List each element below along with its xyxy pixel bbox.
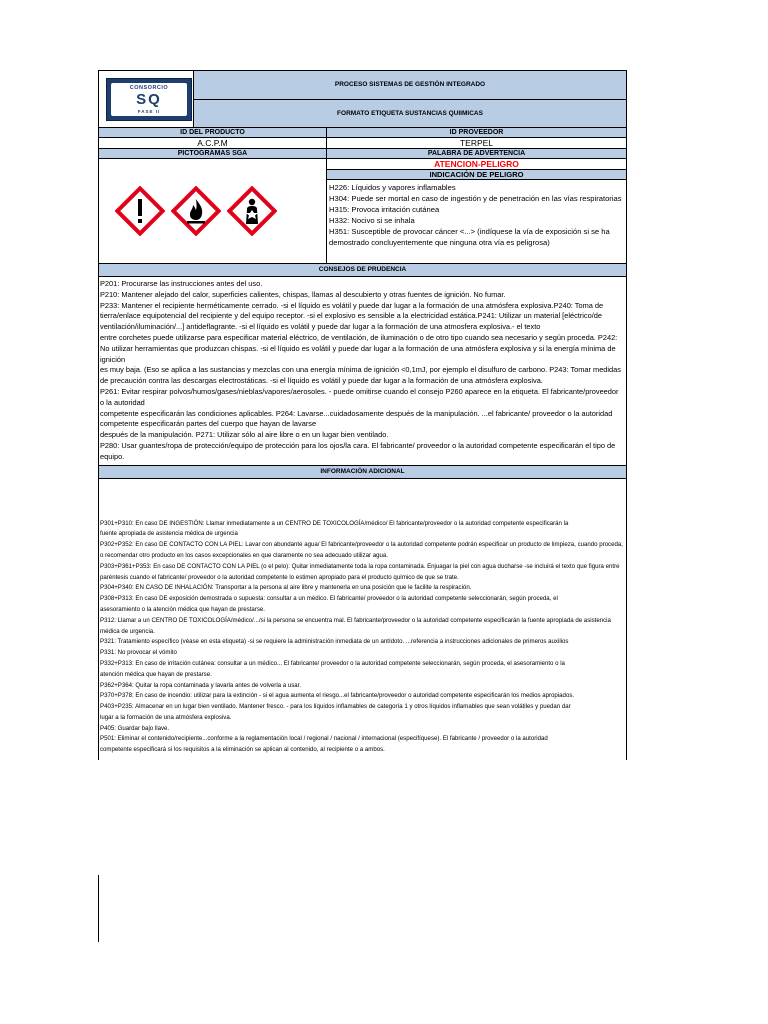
logo-text-top: CONSORCIO: [129, 85, 169, 91]
label-form: [98, 70, 627, 760]
additional-line: P405: Guardar bajo llave.: [100, 724, 170, 732]
prudence-statements: [99, 277, 627, 466]
process-title: PROCESO SISTEMAS DE GESTIÒN INTEGRADO: [194, 71, 627, 100]
company-logo: [106, 78, 192, 121]
prudence-line: entre corchetes puede utilizarse para especificar material eléctrico, de ventilación, de iluminación o de otro tipo cuando sea necesario y según proceda. P242: No utilizar herramientas que produzcan chispas. -si el líquido es volátil y puede dar lugar a la formación de una atmósfera explosiva y si la energía mínima de ignición: [100, 332, 618, 364]
prudence-line: competente especificarán las condiciones aplicables. P264: Lavarse...cuidadosamente después de la manipulación. ...el fabricante/ proveedor o la autoridad competente especificarán partes del cuerpo que hayan de lavarse: [100, 408, 613, 429]
additional-line: P370+P378: En caso de incendio: utilizar para la extinción - si el agua aumenta el riesgo...el fabricante/proveedor o autoridad competente especificarán los medios apropiados.: [100, 692, 575, 700]
warning-word-label: PALABRA DE ADVERTENCIA: [327, 149, 627, 159]
supplier-id-label: ID PROVEEDOR: [327, 128, 627, 138]
prudence-line: P280: Usar guantes/ropa de protección/equipo de protección para los ojos/la cara. El fabricante/ proveedor o la autoridad competente especificarán el tipo de equipo.: [100, 440, 616, 461]
additional-line: P321: Tratamiento específico (véase en esta etiqueta) -si se requiere la administración inmediata de un antídoto. ...referencia a instrucciones adicionales de primeros auxilios: [100, 638, 569, 646]
additional-line: P301+P310: En caso DE INGESTIÓN: Llamar inmediatamente a un CENTRO DE TOXICOLOGÍA/médico/ El fabricante/proveedor o la autoridad competente especificarán la: [100, 519, 569, 527]
flame-icon: [171, 186, 221, 236]
additional-line: P362+P364: Quitar la ropa contaminada y lavarla antes de volverla a usar.: [100, 681, 302, 689]
hazard-statements-list: [327, 180, 627, 264]
hazard-statement: H315: Provoca irritación cutánea: [329, 205, 440, 214]
warning-word-value: ATENCION-PELIGRO: [327, 159, 627, 170]
format-title: FORMATO ETIQUETA SUSTANCIAS QUIIMICAS: [194, 99, 627, 128]
logo-text-bottom: FASE II: [137, 109, 161, 114]
product-id-value: A.C.P.M: [99, 138, 327, 149]
prudence-line: después de la manipulación. P271: Utilizar sólo al aire libre o en un lugar bien ventilado.: [100, 430, 389, 440]
hazard-statements-label: INDICACIÓN DE PELIGRO: [327, 170, 627, 180]
additional-line: P304+P340: EN CASO DE INHALACIÓN: Transportar a la persona al aire libre y mantenerla en una posición que le facilite la respiración.: [100, 584, 472, 592]
additional-line: P303+P361+P353: En caso DE CONTACTO CON LA PIEL (o el pelo): Quitar inmediatamente toda la ropa contaminada. Enjuagar la piel con agua ducharse -se incluirá el texto que figura entre paréntesis cuando el fabricante/ proveedor o la autoridad competente lo estimen apropiado para el producto químico de que se trate.: [100, 562, 620, 581]
prudence-line: P201: Procurarse las instrucciones antes del uso.: [100, 279, 263, 288]
prudence-line: es muy baja. (Eso se aplica a las sustancias y mezclas con una energía mínima de ignición <0,1mJ, por ejemplo el disulfuro de carbono. P243: Tomar medidas de precaución contra las descargas electrostáticas. -si el líquido es volátil y puede dar lugar a la formación de una atmósfera explosiva.: [100, 365, 621, 386]
hazard-statement: H226: Líquidos y vapores inflamables: [329, 183, 456, 192]
product-id-label: ID DEL PRODUCTO: [99, 128, 327, 138]
health-hazard-icon: [227, 186, 277, 236]
additional-line: P331: No provocar el vómito: [100, 649, 177, 657]
additional-line: competente especificará si los requisitos a la eliminación se aplican al contenido, al recipiente o a ambos.: [100, 746, 385, 754]
additional-line: asesoramiento o la atención médica que hayan de prestarse.: [100, 605, 265, 613]
additional-line: fuente apropiada de asistencia médica de urgencia: [100, 530, 238, 538]
prudence-line: P261: Evitar respirar polvos/humos/gases/nieblas/vapores/aerosoles. - puede omitirse cuando el consejo P260 aparece en la etiqueta. El fabricante/proveedor o la autoridad: [100, 386, 619, 407]
hazard-statement: H332: Nocivo si se inhala: [329, 216, 415, 225]
logo-text-main: SQ: [136, 91, 162, 108]
hazard-statement: H351: Susceptible de provocar cáncer <...> (indíquese la vía de exposición si se ha demostrado concluyentemente que ninguna otra vía es peligrosa): [329, 227, 610, 247]
additional-line: P501: Eliminar el contenido/recipiente...conforme a la reglamentación local / regional / nacional / internacional (especifíquese). El fabricante / proveedor o la autoridad: [100, 735, 548, 743]
additional-line: P312: Llamar a un CENTRO DE TOXICOLOGÍA/médico/.../si la persona se encuentra mal. El fabricante/proveedor o la autoridad competente especificarán la fuente apropiada de asistencia médica de urgencia.: [100, 616, 611, 635]
pictograms-cell: [99, 159, 327, 264]
additional-line: P302+P352: En caso DE CONTACTO CON LA PIEL: Lavar con abundante agua/ El fabricante/proveedor o la autoridad competente podrán especificar un producto de limpieza, cuando proceda, o recomendar otro producto en los casos excepcionales en que claramente no sea adecuado utilizar agua.: [100, 541, 623, 559]
hazard-statement: H304: Puede ser mortal en caso de ingestión y de penetración en las vías respiratorias: [329, 194, 622, 203]
prudence-line: P233: Mantener el recipiente herméticamente cerrado. -si el líquido es volátil y puede dar lugar a la formación de una atmósfera explosiva.P240: Toma de tierra/enlace equipotencial del recipiente y del equipo receptor. -si el explosivo es sensible a la electricidad estática.P241: Utilizar un material [eléctrico/de ventilación/iluminación/...] antideflagrante. -si el líquido es volátil y puede dar lugar a la formación de una atmosfera explosiva.- el texto: [100, 300, 604, 332]
additional-line: lugar a la formación de una atmósfera explosiva.: [100, 713, 232, 721]
logo-cell: [99, 71, 194, 128]
additional-info-statements: [99, 478, 627, 760]
exclamation-icon: [115, 186, 165, 236]
additional-line: P403+P235: Almacenar en un lugar bien ventilado. Mantener fresco. - para los líquidos inflamables de categoría 1 y otros líquidos inflamables que sean volátiles y puedan dar: [100, 703, 571, 711]
prudence-line: P210: Mantener alejado del calor, superficies calientes, chispas, llamas al descubierto y otras fuentes de ignición. No fumar.: [100, 289, 506, 299]
left-border-rule: [98, 875, 99, 942]
additional-info-title: INFORMACIÓN ADICIONAL: [99, 465, 627, 478]
additional-line: atención médica que hayan de prestarse.: [100, 670, 212, 678]
additional-line: P332+P313: En caso de irritación cutánea: consultar a un médico... El fabricante/ proveedor o la autoridad competente seleccionarán, según proceda, el asesoramiento o la: [100, 659, 565, 667]
additional-line: P308+P313: En caso DE exposición demostrada o supuesta: consultar a un médico. El fabricante/ proveedor o la autoridad competente seleccionarán, según proceda, el: [100, 595, 558, 603]
label-sheet: [98, 70, 626, 760]
supplier-id-value: TERPEL: [327, 138, 627, 149]
pictograms-label: PICTOGRAMAS SGA: [99, 149, 327, 159]
prudence-section-title: CONSEJOS DE PRUDENCIA: [99, 264, 627, 277]
